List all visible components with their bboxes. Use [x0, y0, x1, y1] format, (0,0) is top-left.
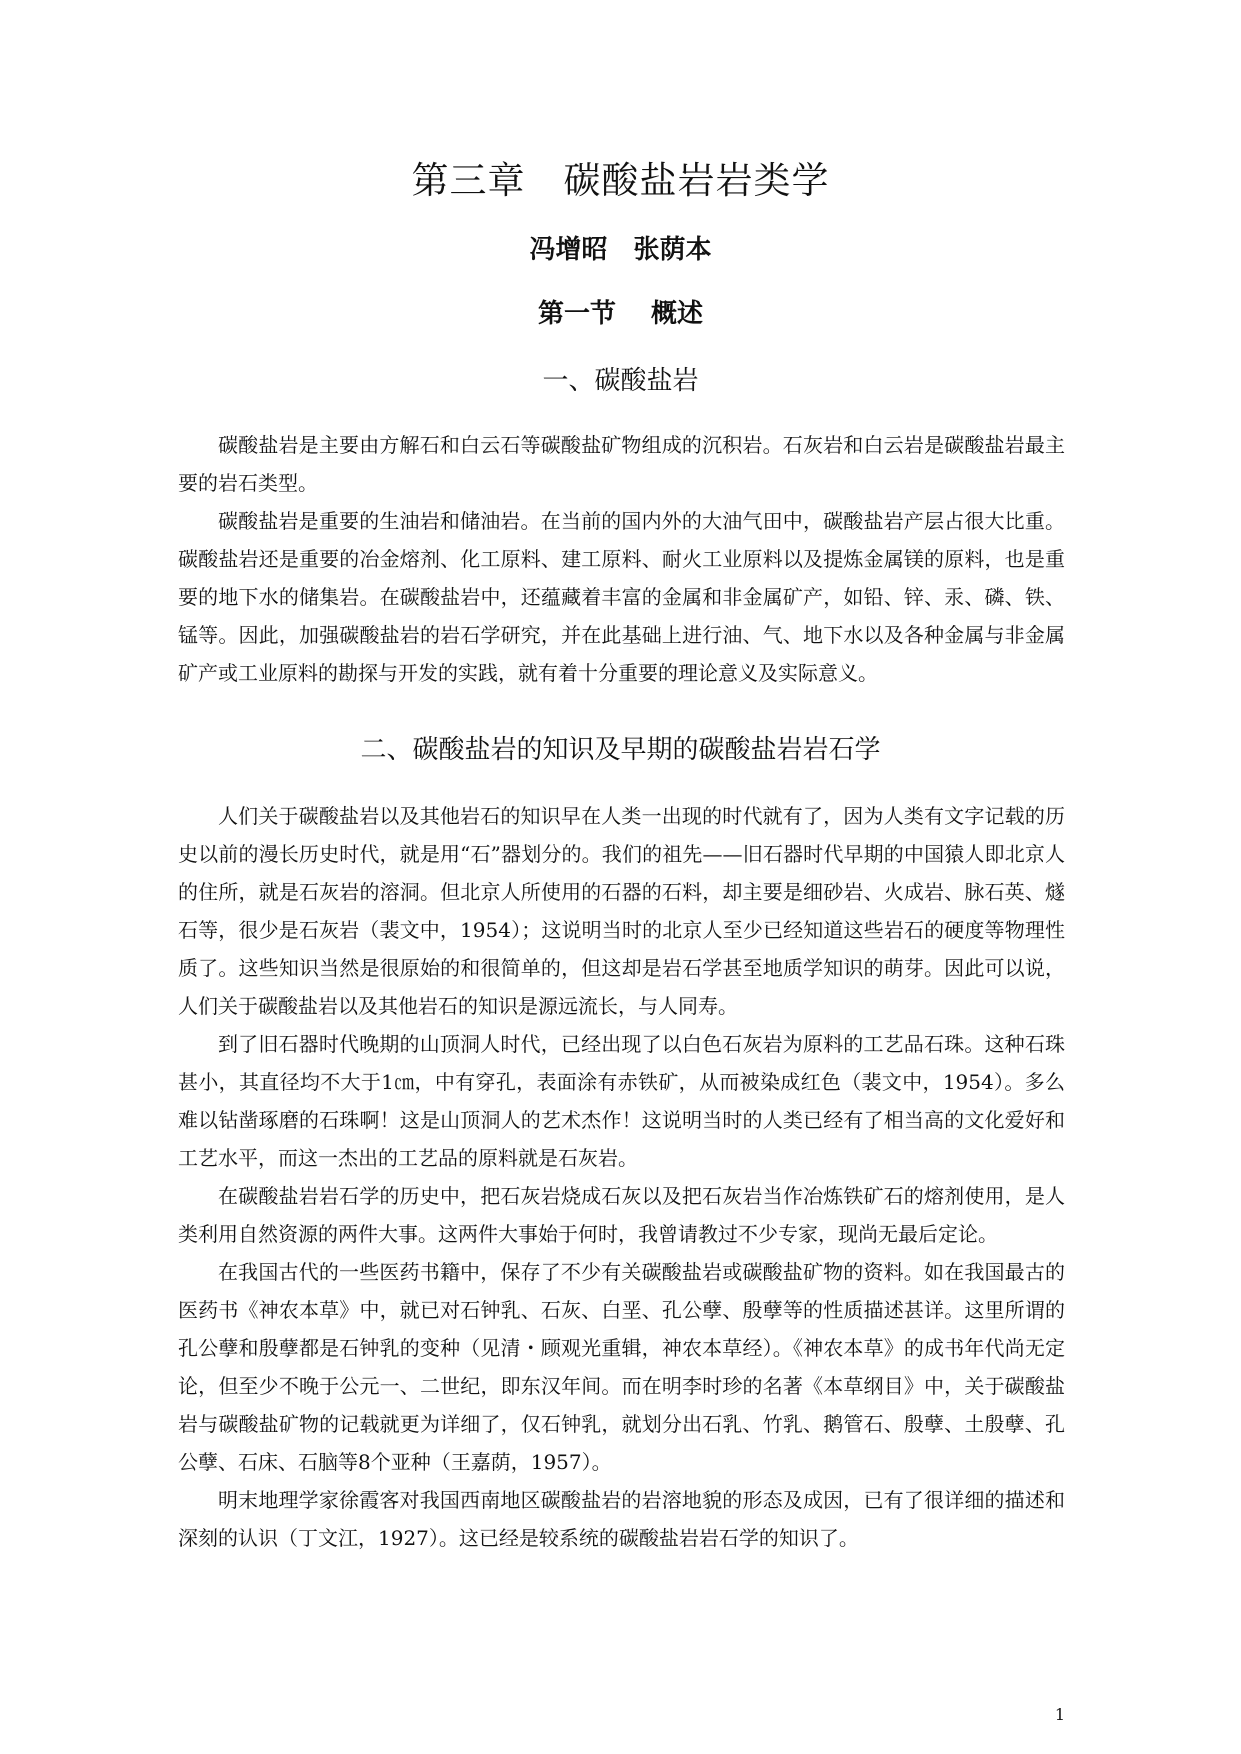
paragraph: 在碳酸盐岩岩石学的历史中，把石灰岩烧成石灰以及把石灰岩当作冶炼铁矿石的熔剂使用，是人类利用自然资源的两件大事。这两件大事始于何时，我曾请教过不少专家，现尚无最后定论。 — [178, 1184, 1065, 1246]
authors: 冯增昭 张荫本 — [529, 235, 712, 265]
paragraph: 明末地理学家徐霞客对我国西南地区碳酸盐岩的岩溶地貌的形态及成因，已有了很详细的描述和深刻的认识（丁文江，1927）。这已经是较系统的碳酸盐岩岩石学的知识了。 — [178, 1488, 1065, 1550]
paragraph: 到了旧石器时代晚期的山顶洞人时代，已经出现了以白色石灰岩为原料的工艺品石珠。这种石珠甚小，其直径均不大于1㎝，中有穿孔，表面涂有赤铁矿，从而被染成红色（裴文中，1954）。多么难以钻凿琢磨的石珠啊！这是山顶洞人的艺术杰作！这说明当时的人类已经有了相当高的文化爱好和工艺水平，而这一杰出的工艺品的原料就是石灰岩。 — [178, 1032, 1065, 1170]
section-title: 第一节 概述 — [537, 299, 704, 329]
paragraph: 人们关于碳酸盐岩以及其他岩石的知识早在人类一出现的时代就有了，因为人类有文字记载的历史以前的漫长历史时代，就是用“石”器划分的。我们的祖先——旧石器时代早期的中国猿人即北京人的住所，就是石灰岩的溶洞。但北京人所使用的石器的石料，却主要是细砂岩、火成岩、脉石英、燧石等，很少是石灰岩（裴文中，1954）；这说明当时的北京人至少已经知道这些岩石的硬度等物理性质了。这些知识当然是很原始的和很简单的，但这却是岩石学甚至地质学知识的萌芽。因此可以说，人们关于碳酸盐岩以及其他岩石的知识是源远流长，与人同寿。 — [178, 804, 1065, 1018]
page-number: 1 — [1054, 1705, 1065, 1724]
paragraph: 在我国古代的一些医药书籍中，保存了不少有关碳酸盐岩或碳酸盐矿物的资料。如在我国最古的医药书《神农本草》中，就已对石钟乳、石灰、白垩、孔公孽、殷孽等的性质描述甚详。这里所谓的孔公孽和殷孽都是石钟乳的变种（见清・顾观光重辑，神农本草经）。《神农本草》的成书年代尚无定论，但至少不晚于公元一、二世纪，即东汉年间。而在明李时珍的名著《本草纲目》中，关于碳酸盐岩与碳酸盐矿物的记载就更为详细了，仅石钟乳，就划分出石乳、竹乳、鹅管石、殷孽、土殷孽、孔公孽、石床、石脑等8个亚种（王嘉荫，1957）。 — [178, 1260, 1065, 1474]
subsection-heading-1: 一、碳酸盐岩 — [542, 366, 699, 396]
subsection-body-1 — [178, 426, 1065, 692]
paragraph: 碳酸盐岩是重要的生油岩和储油岩。在当前的国内外的大油气田中，碳酸盐岩产层占很大比重。碳酸盐岩还是重要的冶金熔剂、化工原料、建工原料、耐火工业原料以及提炼金属镁的原料，也是重要的地下水的储集岩。在碳酸盐岩中，还蕴藏着丰富的金属和非金属矿产，如铅、锌、汞、磷、铁、锰等。因此，加强碳酸盐岩的岩石学研究，并在此基础上进行油、气、地下水以及各种金属与非金属矿产或工业原料的勘探与开发的实践，就有着十分重要的理论意义及实际意义。 — [178, 509, 1065, 685]
subsection-body-2 — [178, 797, 1065, 1557]
subsection-heading-2: 二、碳酸盐岩的知识及早期的碳酸盐岩岩石学 — [360, 735, 881, 765]
paragraph: 碳酸盐岩是主要由方解石和白云石等碳酸盐矿物组成的沉积岩。石灰岩和白云岩是碳酸盐岩最主要的岩石类型。 — [178, 433, 1065, 495]
chapter-title: 第三章 碳酸盐岩岩类学 — [411, 159, 830, 202]
